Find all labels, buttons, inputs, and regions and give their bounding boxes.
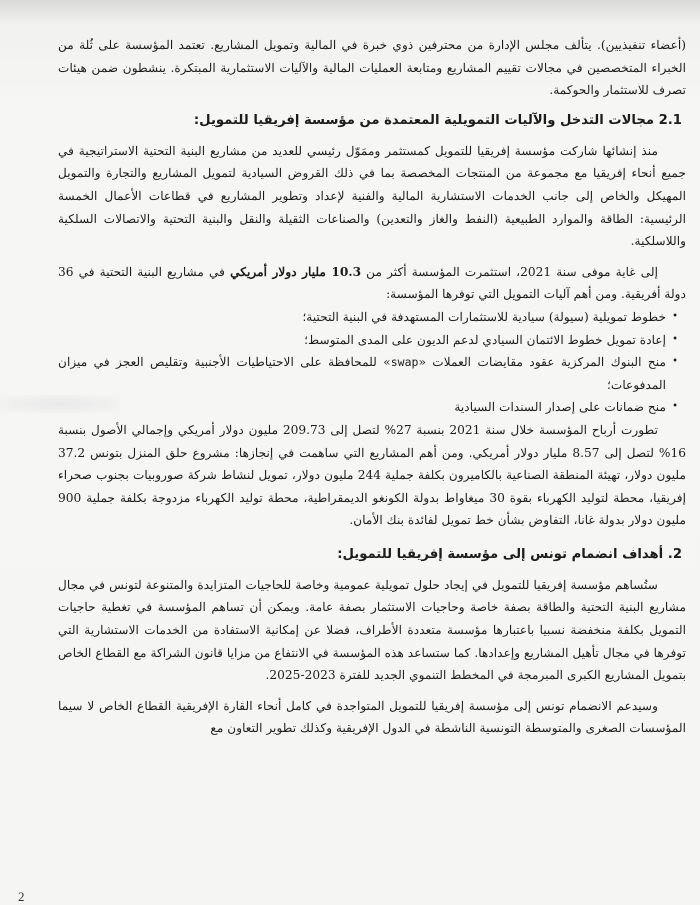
intro-paragraph: (أعضاء تنفيذيين). يتألف مجلس الإدارة من محترفين ذوي خبرة في المالية وتمويل المشاريع. تعتمد المؤسسة على ثُلة من الخبراء المتخصصين في مجالات تقييم المشاريع ومتابعة العمليات المالية والآليات الاستثمارية المبتكرة. ينشطون ضمن هيئات تصرف للاستثمار والحوكمة. [58, 38, 686, 98]
section-2-paragraph-2: وسيدعم الانضمام تونس إلى مؤسسة إفريقيا للتمويل المتواجدة في كامل أنحاء القارة الإفريقية القطاع الخاص لا سيما المؤسسات الصغرى والمتوسطة التونسية الناشطة في الدول الإفريقية وكذلك تطوير التعاون مع [58, 698, 686, 736]
list-item: • إعادة تمويل خطوط الائتمان السيادي لدعم الديون على المدى المتوسط؛ [58, 329, 678, 352]
bullet-marker: • [672, 333, 678, 345]
investment-total: 10.3 مليار دولار أمريكي [230, 264, 362, 279]
section-2-paragraph-1: ستُساهم مؤسسة إفريقيا للتمويل في إيجاد حلول تمويلية عمومية وخاصة للحاجيات المتزايدة والمتنوعة لتونس في مجال مشاريع البنية التحتية والطاقة بصفة خاصة وحاجيات الاستثمار بصفة عامة. ويمكن أن تساهم المؤسسة في تغطية حاجيات التمويل بكلفة منخفضة نسبيا باعتبارها مؤسسة متعددة الأطراف، فضلا عن إمكانية الاستفادة من الخدمات الاستشارية التي توفرها في مجال تأهيل المشاريع وإعدادها. كما ستساعد هذه المؤسسة في الانتفاع من مزايا قانون الشراكة مع القطاع الخاص بتمويل المشاريع الكبرى المبرمجة في المخطط التنموي الجديد للفترة 2023-2025. [58, 577, 686, 683]
swap-term: swap [390, 355, 419, 370]
bullet-marker: • [672, 401, 678, 413]
section-2-1-paragraph-3: تطورت أرباح المؤسسة خلال سنة 2021 بنسبة 27% لتصل إلى 209.73 مليون دولار أمريكي وإجمالي الأصول بنسبة 16% لتصل إلى 8.57 مليار دولار أمريكي. ومن أهم المشاريع التي ساهمت في إنجازها: مشروع حلق المنزل بتونس 37.2 مليون دولار، تهيئة المنطقة الصناعية بالكاميرون بكلفة جملية 244 مليون دولار، تمويل لنشاط شركة صوروبيات بجنوب صحراء إفريقيا، محطة لتوليد الكهرباء بقوة 30 ميغاواط بدولة الكونغو الديمقراطية، محطة توليد الكهرباء مزدوجة بكلفة جملية 900 مليون دولار بدولة غانا، التفاوض بشأن خط تمويل لفائدة بنك الأمان. [58, 422, 686, 528]
section-2-heading: 2. أهداف انضمام تونس إلى مؤسسة إفريقيا للتمويل: [337, 546, 682, 562]
bullet-marker: • [672, 356, 678, 368]
list-item: • خطوط تمويلية (سيولة) سيادية للاستثمارات المستهدفة في البنية التحتية؛ [58, 306, 678, 329]
document-body [58, 34, 686, 740]
section-2-1-paragraph-2: إلى غاية موفى سنة 2021، استثمرت المؤسسة أكثر من 10.3 مليار دولار أمريكي في مشاريع البنية التحتية في 36 دولة أفريقية. ومن أهم آليات التمويل التي توفرها المؤسسة: [58, 264, 686, 302]
list-item: • منح البنوك المركزية عقود مقايضات العملات «swap» للمحافظة على الاحتياطيات الأجنبية وتقليص العجز في ميزان المدفوعات؛ [58, 351, 678, 396]
bullet-marker: • [672, 310, 678, 322]
scan-top-edge [0, 0, 700, 24]
section-2-1-paragraph-1: منذ إنشائها شاركت مؤسسة إفريقيا للتمويل كمستثمر وممَوّل رئيسي للعديد من مشاريع البنية التحتية الاستراتيجية في جميع أنحاء إفريقيا مع مجموعة من المنتجات المخصصة بما في ذلك القروض السيادية لتمويل المشاريع والتجارة والتمويل المهيكل والخاص إلى جانب الخدمات الاستشارية المالية والفنية لإعداد وتطوير المشاريع في قطاعات الأعمال الخمسة الرئيسية: الطاقة والموارد الطبيعية (النفط والغاز والتعدين) والصناعات الثقيلة والنقل والبنية التحتية والاتصالات السلكية واللاسلكية. [58, 143, 686, 249]
list-item: • منح ضمانات على إصدار السندات السيادية [58, 396, 678, 419]
page-number: 2 [18, 889, 25, 904]
section-2-1-heading: 2.1 مجالات التدخل والآليات التمويلية المعتمدة من مؤسسة إفريقيا للتمويل: [193, 112, 682, 128]
financing-mechanisms-list [58, 306, 686, 419]
